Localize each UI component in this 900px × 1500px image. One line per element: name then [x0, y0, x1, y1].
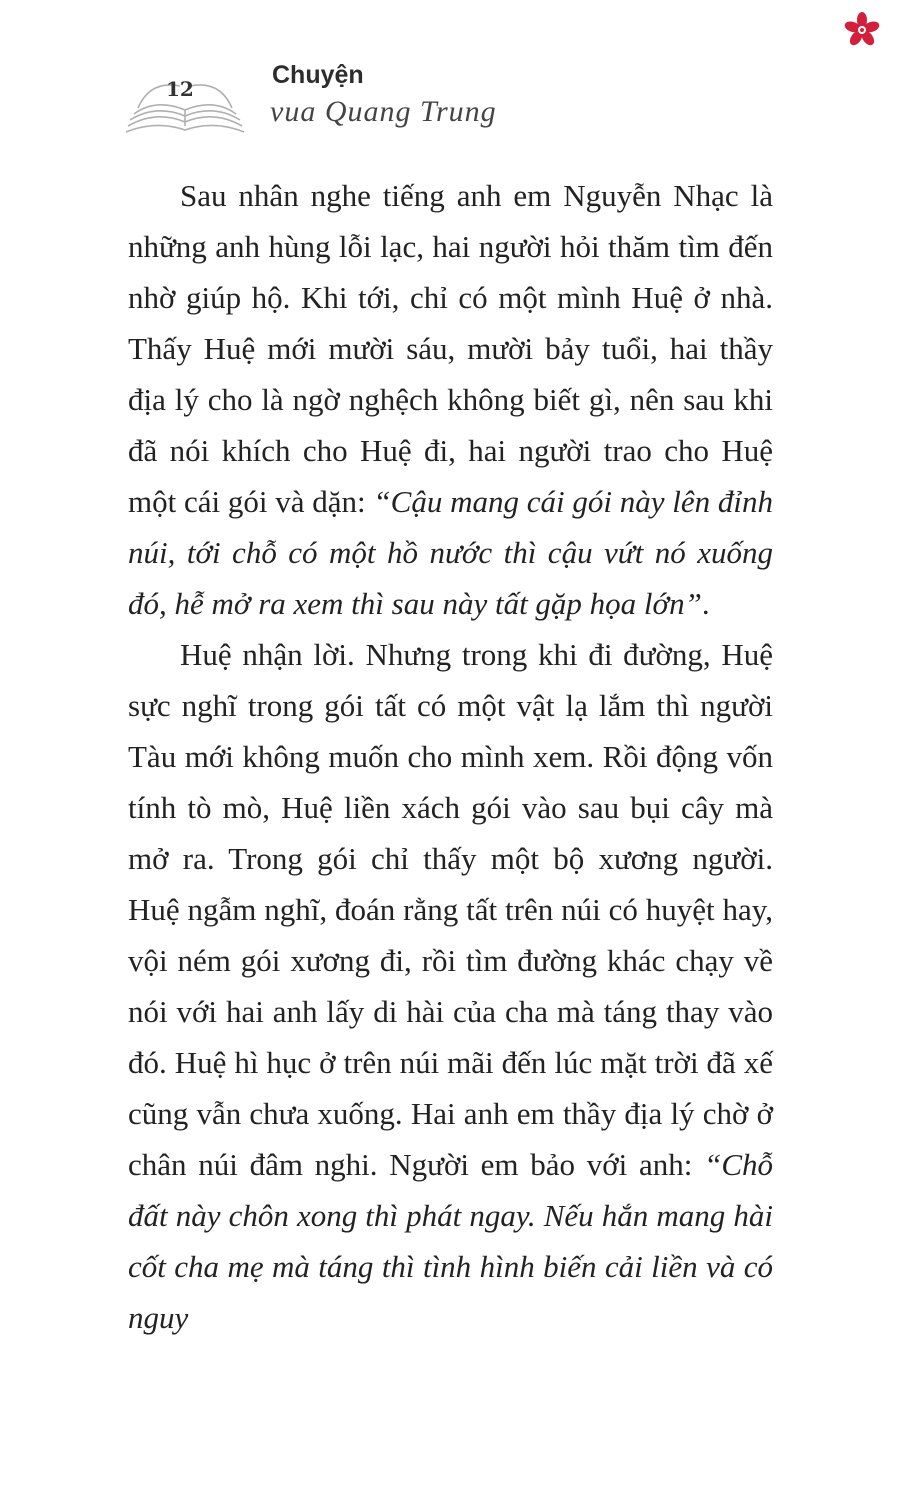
paragraph: Huệ nhận lời. Nhưng trong khi đi đường, Huệ sực nghĩ trong gói tất có một vật lạ lắm thì người Tàu mới không muốn cho mình xem. Rồi động vốn tính tò mò, Huệ liền xách gói vào sau bụi cây mà mở ra. Trong gói chỉ thấy một bộ xương người. Huệ ngẫm nghĩ, đoán rằng tất trên núi có huyệt hay, vội ném gói xương đi, rồi tìm đường khác chạy về nói với hai anh lấy di hài của cha mà táng thay vào đó. Huệ hì hục ở trên núi mãi đến lúc mặt trời đã xế cũng vẫn chưa xuống. Hai anh em thầy địa lý chờ ở chân núi đâm nghi. Người em bảo với anh: “Chỗ đất này chôn xong thì phát ngay. Nếu hắn mang hài cốt cha mẹ mà táng thì tình hình biến cải liền và có nguy — [128, 637, 773, 1335]
book-title-line2: vua Quang Trung — [270, 95, 497, 128]
page-header — [120, 55, 580, 145]
paragraph: Sau nhân nghe tiếng anh em Nguyễn Nhạc là những anh hùng lỗi lạc, hai người hỏi thăm tìm đến nhờ giúp hộ. Khi tới, chỉ có một mình Huệ ở nhà. Thấy Huệ mới mười sáu, mười bảy tuổi, hai thầy địa lý cho là ngờ nghệch không biết gì, nên sau khi đã nói khích cho Huệ đi, hai người trao cho Huệ một cái gói và dặn: “Cậu mang cái gói này lên đỉnh núi, tới chỗ có một hồ nước thì cậu vứt nó xuống đó, hễ mở ra xem thì sau này tất gặp họa lớn”. — [128, 178, 773, 621]
quote-text: “Cậu mang cái gói này lên đỉnh núi, tới chỗ có một hồ nước thì cậu vứt nó xuống đó, hễ mở ra xem thì sau này tất gặp họa lớn” — [128, 484, 773, 621]
body-text — [128, 170, 773, 1343]
quote-text: “Chỗ đất này chôn xong thì phát ngay. Nếu hắn mang hài cốt cha mẹ mà táng thì tình hình biến cải liền và có nguy — [128, 1147, 773, 1335]
page-number: 12 — [166, 77, 194, 101]
book-title-line1: Chuyện — [272, 61, 364, 89]
flower-logo-icon — [842, 10, 882, 50]
